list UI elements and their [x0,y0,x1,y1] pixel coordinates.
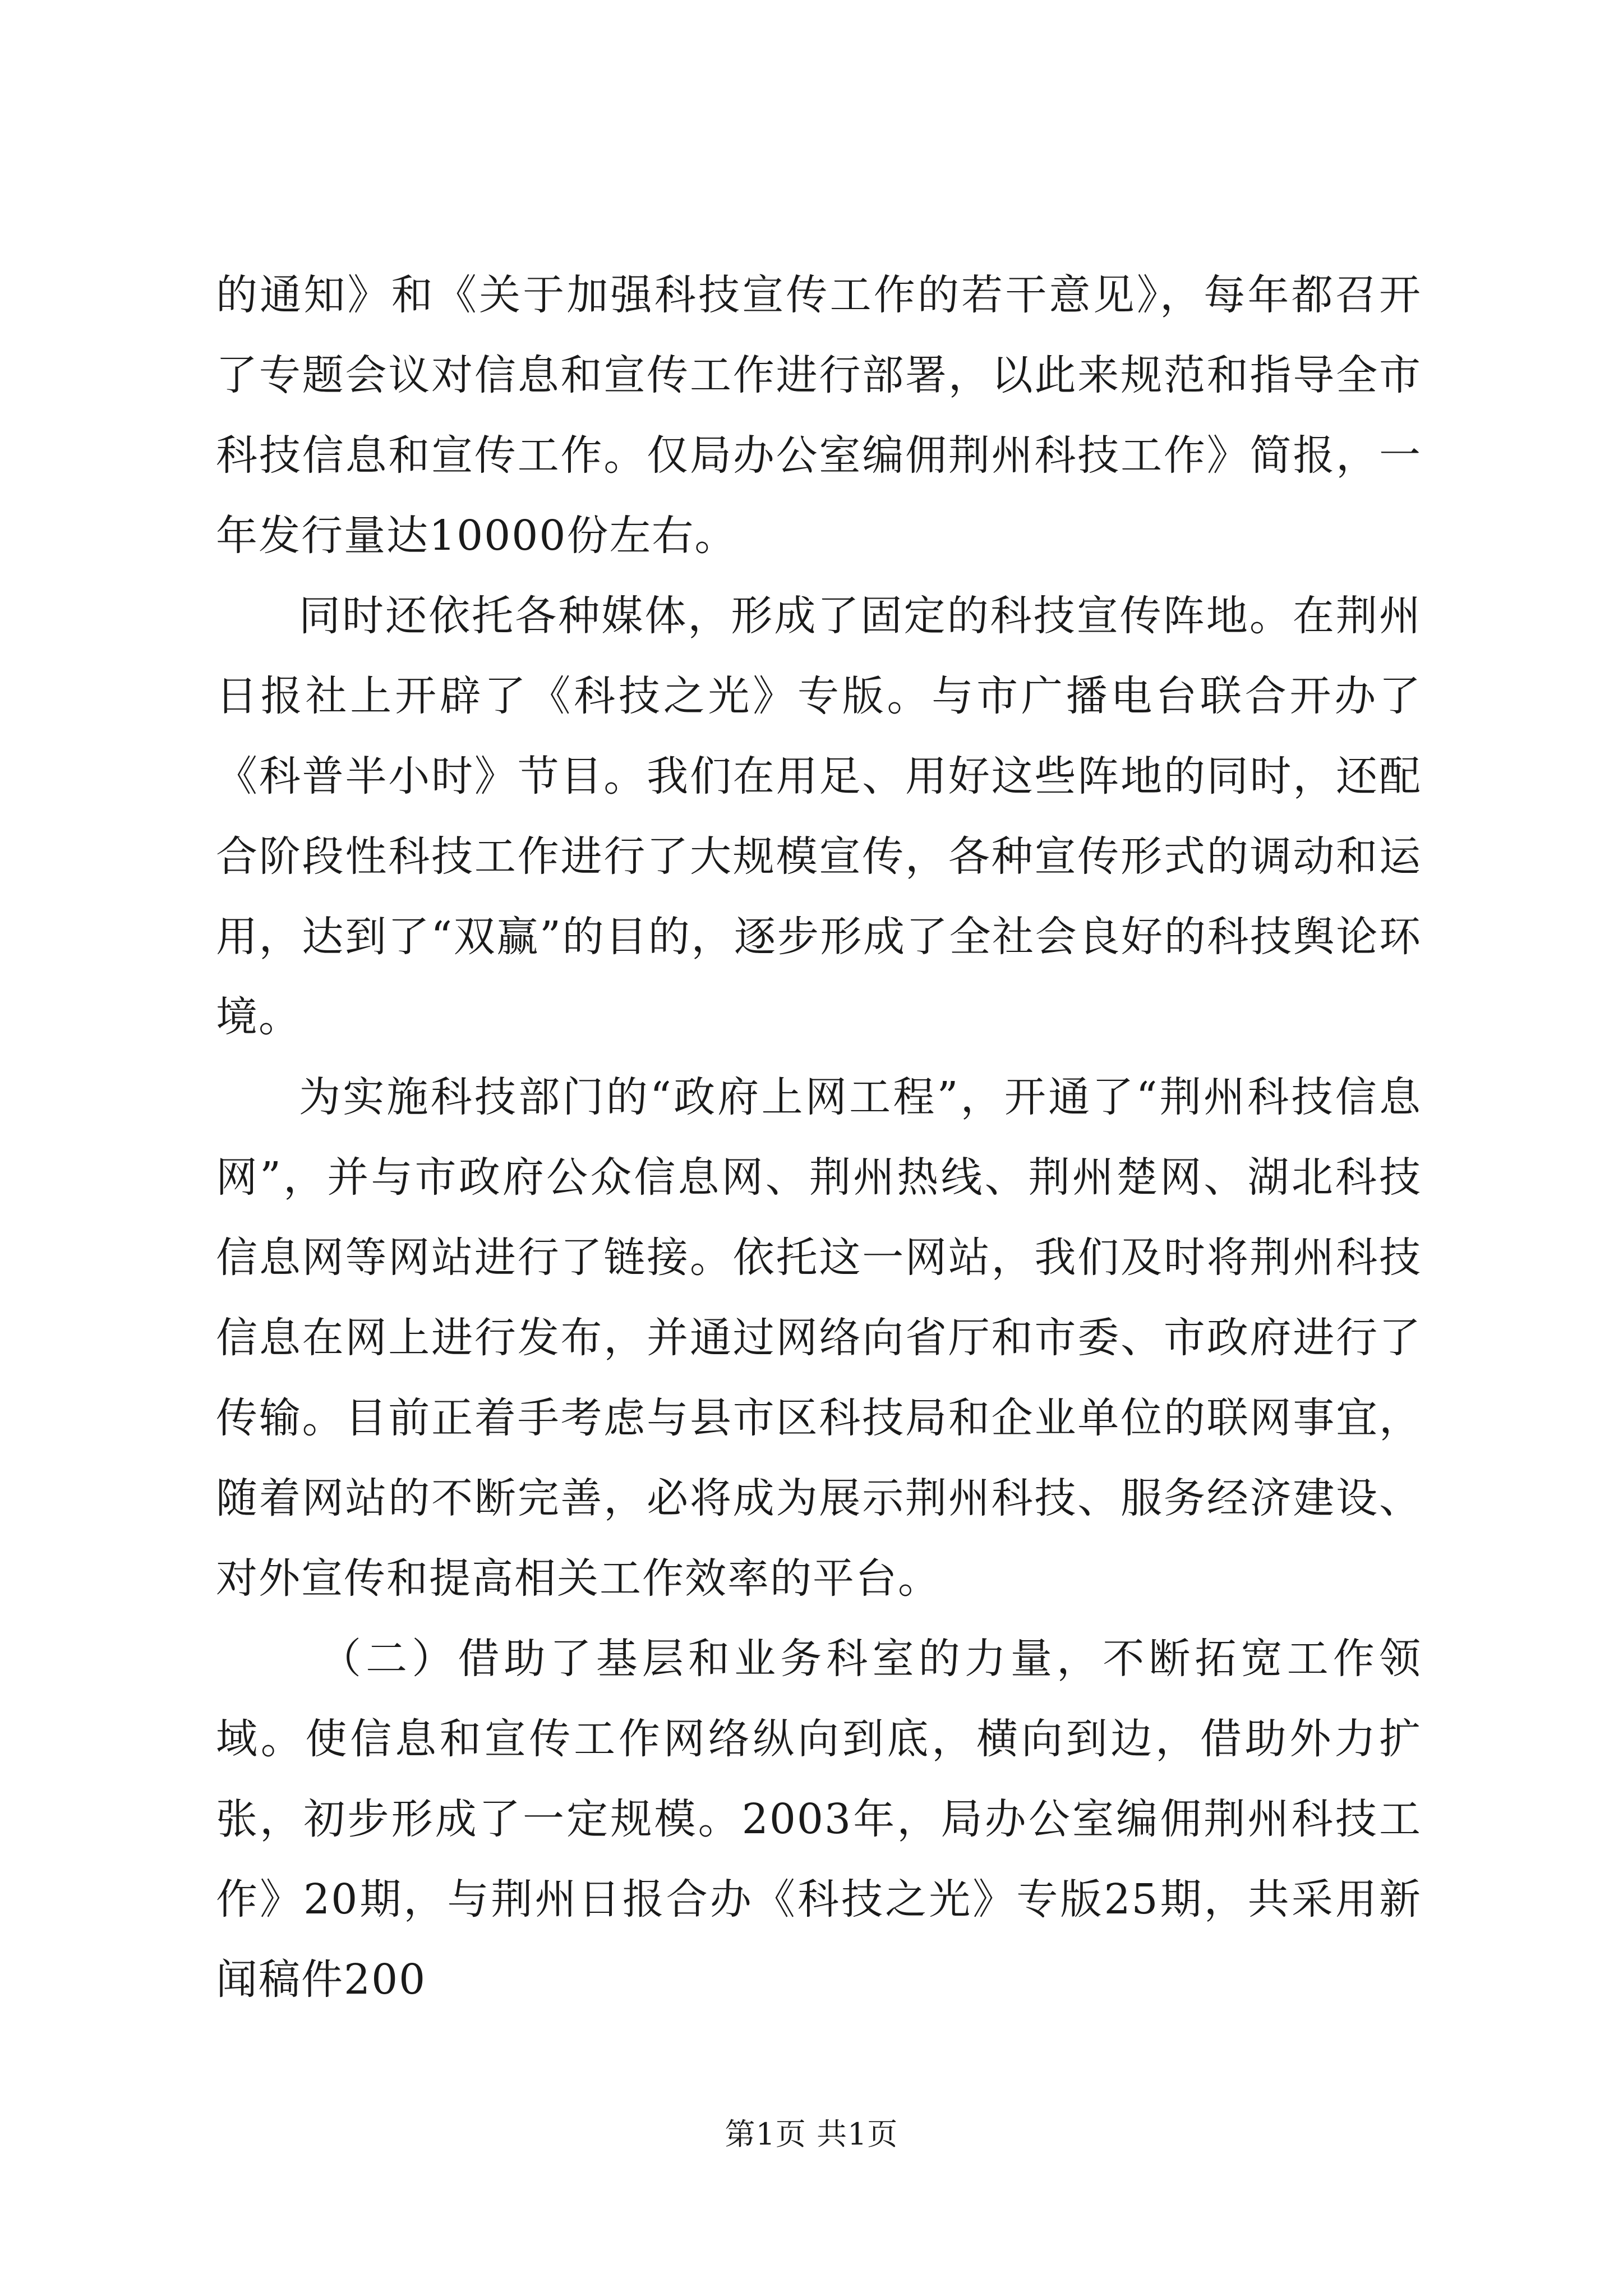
paragraph-4: （二）借助了基层和业务科室的力量，不断拓宽工作领域。使信息和宣传工作网络纵向到底，横向到边，借助外力扩张，初步形成了一定规模。2003年，局办公室编佣荆州科技工作》20期，与荆州日报合办《科技之光》专版25期，共采用新闻稿件200 [216,1635,1422,2004]
page-footer: 第1页 共1页 [725,2116,898,2152]
paragraph-2: 同时还依托各种媒体，形成了固定的科技宣传阵地。在荆州日报社上开辟了《科技之光》专版。与市广播电台联合开办了《科普半小时》节目。我们在用足、用好这些阵地的同时，还配合阶段性科技工作进行了大规模宣传，各种宣传形式的调动和运用，达到了“双赢”的目的，逐步形成了全社会良好的科技舆论环境。 [216,592,1422,1041]
paragraph-1: 的通知》和《关于加强科技宣传工作的若干意见》，每年都召开了专题会议对信息和宣传工作进行部署，以此来规范和指导全市科技信息和宣传工作。仅局办公室编佣荆州科技工作》简报，一年发行量达10000份左右。 [216,271,1422,560]
document-body [216,255,1422,2020]
paragraph-3: 为实施科技部门的“政府上网工程”，开通了“荆州科技信息网”，并与市政府公众信息网、荆州热线、荆州楚网、湖北科技信息网等网站进行了链接。依托这一网站，我们及时将荆州科技信息在网上进行发布，并通过网络向省厅和市委、市政府进行了传输。目前正着手考虑与县市区科技局和企业单位的联网事宜，随着网站的不断完善，必将成为展示荆州科技、服务经济建设、对外宣传和提高相关工作效率的平台。 [216,1073,1422,1603]
